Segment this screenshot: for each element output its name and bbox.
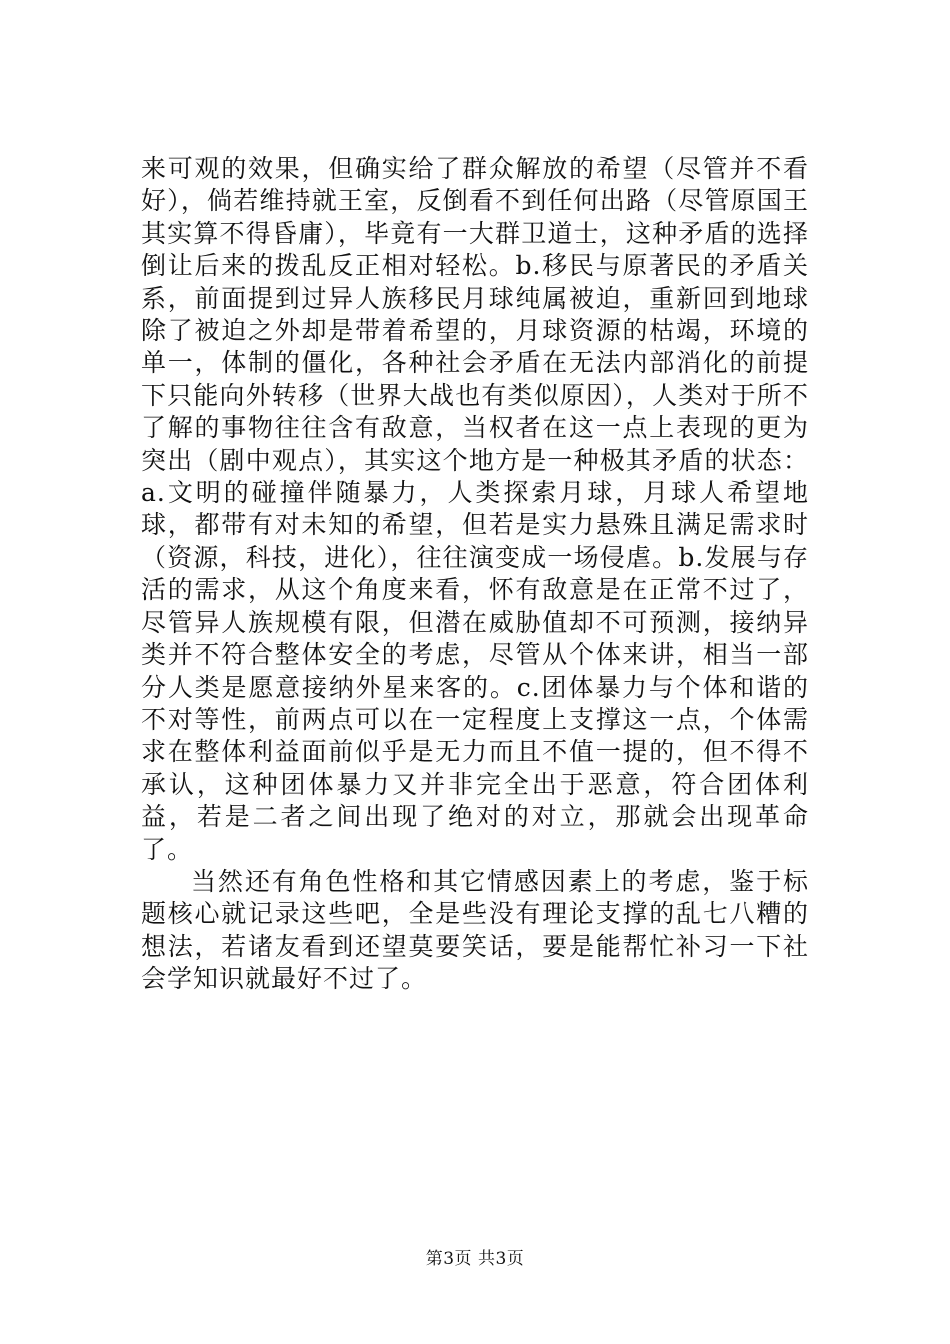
document-body (141, 153, 809, 996)
paragraph-conclusion: 当然还有角色性格和其它情感因素上的考虑，鉴于标题核心就记录这些吧，全是些没有理论支撑的乱七八糟的想法，若诸友看到还望莫要笑话，要是能帮忙补习一下社会学知识就最好不过了。 (141, 866, 809, 994)
paragraph-continued: 来可观的效果，但确实给了群众解放的希望（尽管并不看好），倘若维持就王室，反倒看不到任何出路（尽管原国王其实算不得昏庸），毕竟有一大群卫道士，这种矛盾的选择倒让后来的拨乱反正相对轻松。b.移民与原著民的矛盾关系，前面提到过异人族移民月球纯属被迫，重新回到地球除了被迫之外却是带着希望的，月球资源的枯竭，环境的单一，体制的僵化，各种社会矛盾在无法内部消化的前提下只能向外转移（世界大战也有类似原因），人类对于所不了解的事物往往含有敌意，当权者在这一点上表现的更为突出（剧中观点），其实这个地方是一种极其矛盾的状态：a.文明的碰撞伴随暴力，人类探索月球，月球人希望地球，都带有对未知的希望，但若是实力悬殊且满足需求时（资源，科技，进化），往往演变成一场侵虐。b.发展与存活的需求，从这个角度来看，怀有敌意是在正常不过了，尽管异人族规模有限，但潜在威胁值却不可预测，接纳异类并不符合整体安全的考虑，尽管从个体来讲，相当一部分人类是愿意接纳外星来客的。c.团体暴力与个体和谐的不对等性，前两点可以在一定程度上支撑这一点，个体需求在整体利益面前似乎是无力而且不值一提的，但不得不承认，这种团体暴力又并非完全出于恶意，符合团体利益，若是二者之间出现了绝对的对立，那就会出现革命了。 (141, 154, 809, 864)
page-footer: 第3页 共3页 (425, 1249, 525, 1269)
